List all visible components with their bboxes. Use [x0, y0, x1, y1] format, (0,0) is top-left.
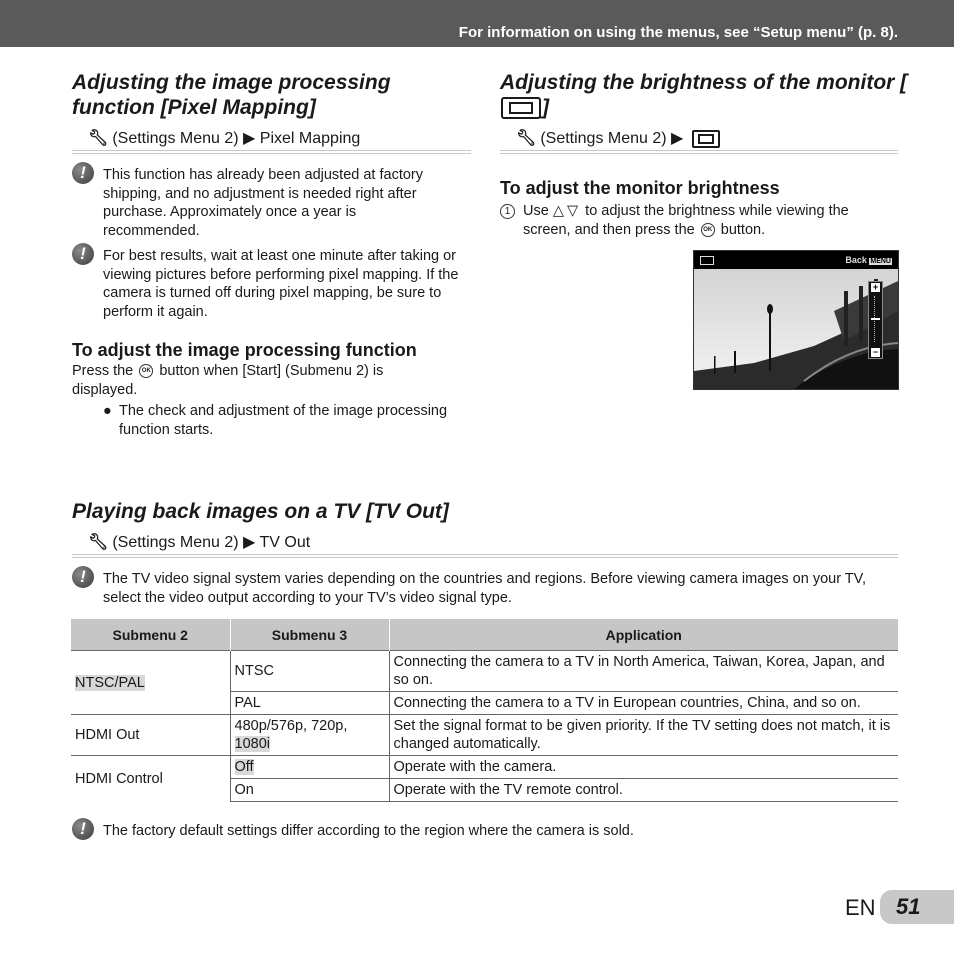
pixel-mapping-path: [72, 129, 471, 154]
step-text-a: Use: [523, 203, 549, 219]
bullet-icon: ●: [103, 403, 112, 419]
step-text-b: to adjust the brightness while viewing the screen, and then press the: [523, 203, 849, 238]
cell-ntsc-pal: [71, 651, 230, 715]
level-marker: [871, 318, 880, 320]
table-row: [71, 651, 898, 692]
footer-note: The factory default settings differ according to the region where the camera is sold.: [103, 823, 634, 839]
hdmi-res-text: 480p/576p, 720p,: [234, 718, 348, 734]
pixel-mapping-instruction: [72, 362, 442, 399]
page-number: 51: [880, 890, 954, 924]
col-header-application: Application: [389, 619, 898, 651]
cell-off-application: Operate with the camera.: [389, 756, 898, 779]
cell-hdmi-application: Set the signal format to be given priority. If the TV setting does not match, it is changed automatically.: [389, 715, 898, 756]
ok-button-icon: OK: [701, 223, 715, 237]
cell-ntsc-application: Connecting the camera to a TV in North America, Taiwan, Korea, Japan, and so on.: [389, 651, 898, 692]
step-text-c: button.: [720, 221, 766, 238]
col-header-submenu-2: Submenu 2: [71, 619, 230, 651]
up-down-arrows-icon: △▽: [552, 203, 582, 219]
brightness-path: [500, 129, 898, 154]
language-label: EN: [845, 895, 876, 920]
brightness-gauge: [868, 281, 883, 359]
brightness-title: [500, 70, 910, 120]
monitor-brightness-icon: [700, 256, 714, 265]
cell-hdmi-control: HDMI Control: [71, 756, 230, 802]
col-header-submenu-3: Submenu 3: [230, 619, 389, 651]
pixel-mapping-subtitle: To adjust the image processing function: [72, 340, 417, 360]
minus-icon: −: [872, 347, 879, 357]
warning-icon: !: [72, 243, 94, 265]
brightness-title-end: ]: [542, 96, 549, 119]
cell-on-application: Operate with the TV remote control.: [389, 779, 898, 802]
wrench-icon: 🔧︎: [88, 130, 109, 147]
instruction-text-b: button when [Start] (Submenu 2) is displayed.: [72, 363, 384, 398]
monitor-brightness-icon: [501, 97, 541, 119]
cell-pal: PAL: [230, 692, 389, 715]
menu-badge: MENU: [870, 258, 891, 265]
monitor-brightness-icon: [692, 130, 720, 148]
tvout-table: [71, 619, 898, 802]
monitor-screenshot: [693, 250, 899, 390]
pixel-mapping-note-2: For best results, wait at least one minute after taking or viewing pictures before performing pixel mapping. If the camera is turned off during pixel mapping, be sure to perform it again.: [103, 248, 459, 320]
header-text: For information on using the menus, see “Setup menu” (p. 8).: [458, 24, 898, 41]
tvout-title: Playing back images on a TV [TV Out]: [72, 500, 449, 523]
hdmi-res-default: 1080i: [234, 736, 270, 752]
table-header-row: [71, 619, 898, 651]
tvout-path: [72, 533, 898, 558]
tvout-path-text: (Settings Menu 2) ▶ TV Out: [112, 534, 311, 551]
brightness-path-text: (Settings Menu 2) ▶: [540, 130, 684, 147]
brightness-subtitle: To adjust the monitor brightness: [500, 178, 780, 198]
ntsc-pal-label: NTSC/PAL: [75, 674, 145, 691]
table-row: [71, 756, 898, 779]
pixel-mapping-bullet: [103, 402, 473, 439]
header-bar: [0, 0, 954, 47]
screen-top-bar: [694, 251, 898, 269]
back-label: [845, 255, 892, 265]
step-number: 1: [500, 204, 515, 219]
cell-hdmi-out: HDMI Out: [71, 715, 230, 756]
instruction-text-a: Press the: [72, 363, 134, 379]
cell-pal-application: Connecting the camera to a TV in European countries, China, and so on.: [389, 692, 898, 715]
back-text: Back: [845, 255, 867, 265]
warning-icon: !: [72, 566, 94, 588]
warning-icon: !: [72, 162, 94, 184]
wrench-icon: 🔧︎: [88, 534, 109, 551]
cell-ntsc: NTSC: [230, 651, 389, 692]
plus-icon: +: [872, 282, 879, 292]
ok-button-icon: OK: [139, 364, 153, 378]
table-row: [71, 715, 898, 756]
brightness-step: [500, 202, 900, 238]
cell-off: [230, 756, 389, 779]
off-label: Off: [234, 759, 254, 775]
wrench-icon: 🔧︎: [516, 130, 537, 147]
cell-on: On: [230, 779, 389, 802]
cell-hdmi-resolutions: [230, 715, 389, 756]
brightness-title-text: Adjusting the brightness of the monitor [: [500, 71, 908, 94]
warning-icon: !: [72, 818, 94, 840]
tvout-note: The TV video signal system varies depending on the countries and regions. Before viewing camera images on your TV, select the video output according to your TV’s video signal type.: [103, 571, 867, 606]
bullet-text: The check and adjustment of the image processing function starts.: [119, 403, 448, 438]
pixel-mapping-path-text: (Settings Menu 2) ▶ Pixel Mapping: [112, 130, 361, 147]
pixel-mapping-title: Adjusting the image processing function [Pixel Mapping]: [72, 71, 391, 119]
pixel-mapping-note-1: This function has already been adjusted at factory shipping, and no adjustment is needed right after purchase. Approximately once a year is recommended.: [103, 167, 423, 239]
